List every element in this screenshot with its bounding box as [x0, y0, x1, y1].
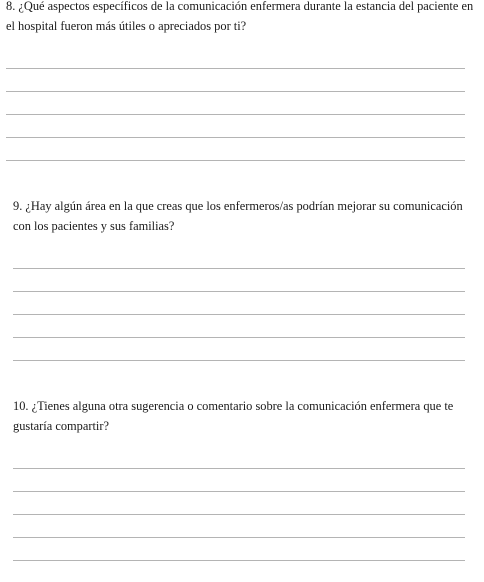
question-8-text: 8. ¿Qué aspectos específicos de la comunicación enfermera durante la estancia del paciente en el hospital fueron más útiles o apreciados por ti? — [6, 0, 474, 33]
answer-line[interactable] — [13, 314, 465, 315]
answer-line[interactable] — [13, 514, 465, 515]
answer-line[interactable] — [6, 137, 465, 138]
answer-line[interactable] — [6, 68, 465, 69]
answer-line[interactable] — [13, 337, 465, 338]
answer-line[interactable] — [6, 91, 465, 92]
answer-line[interactable] — [6, 114, 465, 115]
answer-line[interactable] — [13, 560, 465, 561]
question-9-text: 9. ¿Hay algún área en la que creas que los enfermeros/as podrían mejorar su comunicación con los pacientes y sus familias? — [13, 199, 463, 233]
answer-line[interactable] — [13, 291, 465, 292]
answer-line[interactable] — [13, 537, 465, 538]
answer-line[interactable] — [6, 160, 465, 161]
answer-line[interactable] — [13, 268, 465, 269]
answer-line[interactable] — [13, 468, 465, 469]
question-10-text: 10. ¿Tienes alguna otra sugerencia o comentario sobre la comunicación enfermera que te gustaría compartir? — [13, 399, 454, 433]
answer-line[interactable] — [13, 491, 465, 492]
answer-line[interactable] — [13, 360, 465, 361]
